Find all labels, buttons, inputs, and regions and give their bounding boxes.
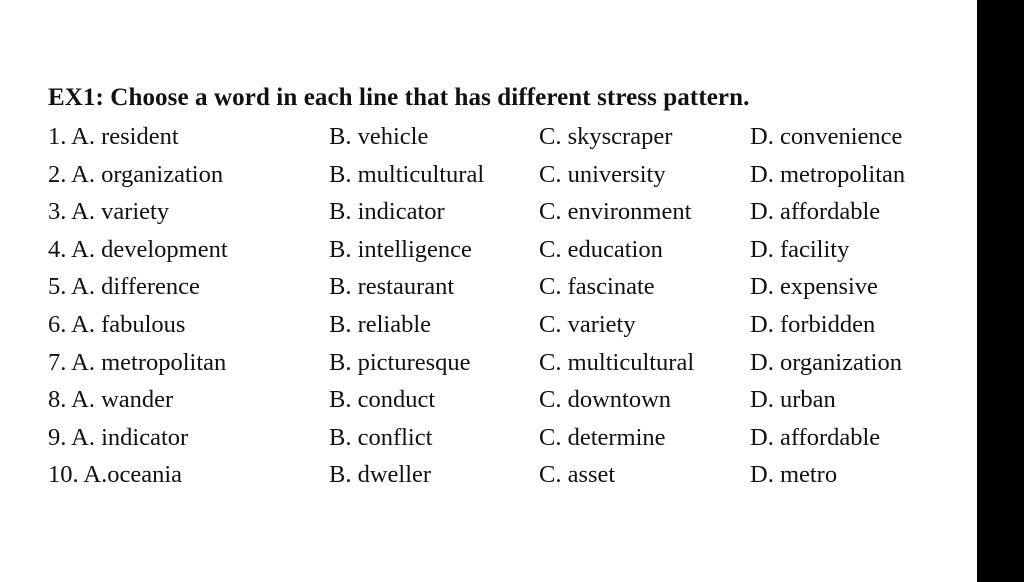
option-c: C. university — [539, 160, 666, 188]
option-b: B. intelligence — [329, 235, 472, 263]
option-b: B. multicultural — [329, 160, 485, 188]
question-row-9 — [48, 421, 948, 459]
option-c: C. fascinate — [539, 273, 655, 301]
option-b: B. indicator — [329, 198, 445, 226]
option-a: 5. A. difference — [48, 273, 200, 301]
option-c: C. variety — [539, 310, 636, 338]
option-a: 8. A. wander — [48, 386, 174, 414]
option-b: B. reliable — [329, 310, 432, 338]
question-row-7 — [48, 346, 948, 384]
option-b: B. conduct — [329, 386, 436, 414]
right-black-bar — [977, 0, 1024, 582]
option-b: B. restaurant — [329, 273, 455, 301]
question-row-10 — [48, 458, 948, 496]
question-row-8 — [48, 383, 948, 421]
question-row-5 — [48, 270, 948, 308]
option-c: C. multicultural — [539, 348, 695, 376]
option-d: D. urban — [750, 386, 836, 414]
question-row-6 — [48, 308, 948, 346]
option-c: C. skyscraper — [539, 123, 673, 150]
option-a: 1. A. resident — [48, 123, 179, 150]
option-d: D. affordable — [750, 198, 881, 226]
option-a: 4. A. development — [48, 235, 228, 263]
option-b: B. vehicle — [329, 123, 429, 150]
option-d: D. convenience — [750, 123, 903, 150]
option-a: 2. A. organization — [48, 160, 224, 188]
option-d: D. facility — [750, 235, 850, 263]
option-b: B. dweller — [329, 461, 432, 489]
option-c: C. downtown — [539, 386, 672, 414]
option-c: C. asset — [539, 461, 616, 489]
exercise-title: EX1: Choose a word in each line that has different stress pattern. — [48, 84, 750, 111]
option-c: C. environment — [539, 198, 692, 226]
option-d: D. forbidden — [750, 310, 876, 338]
option-b: B. picturesque — [329, 348, 471, 376]
question-row-2 — [48, 158, 948, 196]
option-a: 6. A. fabulous — [48, 310, 186, 338]
option-d: D. affordable — [750, 423, 881, 451]
option-d: D. metropolitan — [750, 160, 906, 188]
option-a: 7. A. metropolitan — [48, 348, 227, 376]
option-d: D. organization — [750, 348, 902, 376]
option-a: 10. A.oceania — [48, 461, 183, 489]
option-c: C. determine — [539, 423, 666, 451]
question-row-4 — [48, 233, 948, 271]
option-d: D. metro — [750, 461, 838, 489]
option-d: D. expensive — [750, 273, 878, 301]
question-row-3 — [48, 195, 948, 233]
question-row-1 — [48, 120, 948, 158]
option-a: 9. A. indicator — [48, 423, 189, 451]
option-c: C. education — [539, 235, 663, 263]
question-list — [48, 120, 948, 496]
option-a: 3. A. variety — [48, 198, 170, 226]
option-b: B. conflict — [329, 423, 433, 451]
